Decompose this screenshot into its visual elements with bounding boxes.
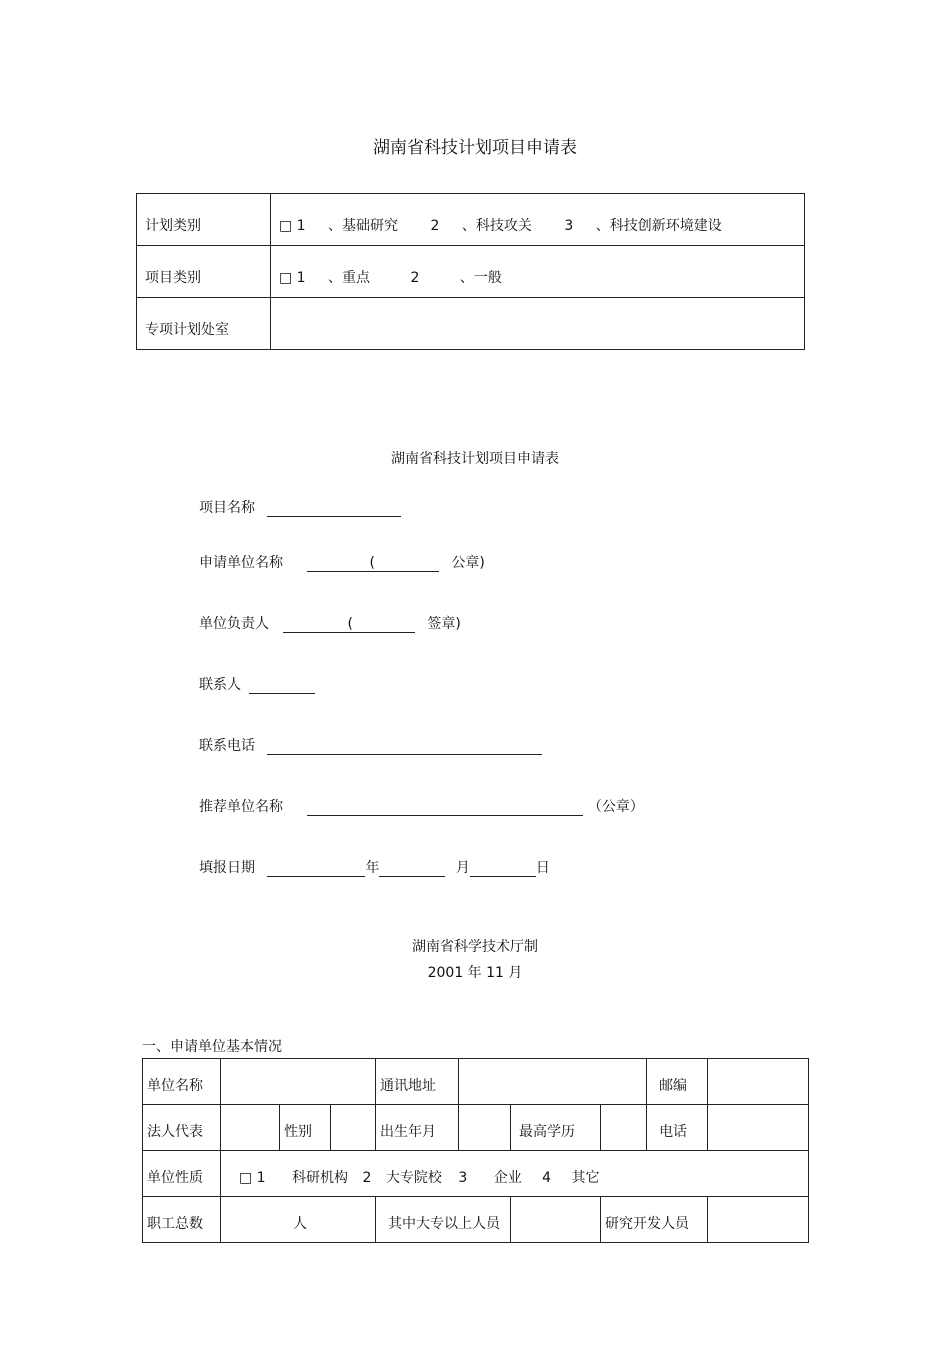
option-key: 、重点	[328, 269, 371, 286]
project-category-label: 项目类别	[137, 246, 271, 298]
recommend-unit-row	[199, 796, 644, 816]
special-office-label: 专项计划处室	[137, 298, 271, 350]
tel-label: 电话	[647, 1105, 708, 1151]
option-general: 、一般	[459, 269, 502, 286]
issuing-org: 湖南省科学技术厅制	[412, 939, 538, 955]
unit-head-field-2[interactable]	[353, 616, 415, 633]
section-heading: 一、申请单位基本情况	[142, 1039, 282, 1055]
option-num-3: 3	[564, 217, 574, 234]
gender-field[interactable]	[331, 1105, 376, 1151]
legal-rep-field[interactable]	[221, 1105, 280, 1151]
applicant-unit-label: 申请单位名称	[199, 555, 283, 571]
paren-open: (	[347, 616, 353, 632]
college-staff-field[interactable]	[511, 1197, 601, 1243]
option-num-2: 2	[430, 217, 440, 234]
persons-unit: 人	[293, 1215, 308, 1232]
plan-category-table	[136, 193, 805, 350]
rd-staff-label: 研究开发人员	[601, 1197, 708, 1243]
recommend-seal-label: （公章）	[587, 799, 644, 815]
phone-field[interactable]	[267, 738, 542, 755]
year-label: 年	[365, 860, 380, 876]
unit-info-table	[142, 1058, 809, 1243]
option-basic-research: 、基础研究	[328, 217, 399, 234]
table-row	[143, 1197, 809, 1243]
postcode-field[interactable]	[708, 1059, 809, 1105]
table-row	[137, 298, 805, 350]
option-num-2: 2	[362, 1169, 372, 1186]
checkbox-option-1[interactable]: □ 1	[239, 1169, 266, 1186]
staff-total-label: 职工总数	[143, 1197, 221, 1243]
contact-row	[199, 674, 315, 694]
plan-category-options[interactable]	[271, 194, 805, 246]
unit-head-field[interactable]	[283, 616, 347, 633]
checkbox-option-1[interactable]: □ 1	[279, 217, 306, 234]
issue-date: 2001 年 11 月	[427, 965, 523, 981]
gender-label: 性别	[280, 1105, 331, 1151]
form-subtitle: 湖南省科技计划项目申请表	[391, 451, 559, 467]
recommend-unit-label: 推荐单位名称	[199, 799, 283, 815]
tel-field[interactable]	[708, 1105, 809, 1151]
unit-head-label: 单位负责人	[199, 616, 269, 632]
unit-name-field[interactable]	[221, 1059, 376, 1105]
applicant-unit-field-2[interactable]	[375, 555, 439, 572]
project-category-options[interactable]	[271, 246, 805, 298]
day-label: 日	[535, 860, 550, 876]
contact-field[interactable]	[249, 677, 315, 694]
special-office-field[interactable]	[271, 298, 805, 350]
phone-label: 联系电话	[199, 738, 255, 754]
paren-open: (	[369, 555, 375, 571]
sign-label: 签章)	[427, 616, 461, 632]
unit-type-options[interactable]	[221, 1151, 809, 1197]
date-label: 填报日期	[199, 860, 255, 876]
option-tech-tackle: 、科技攻关	[461, 217, 532, 234]
option-research-institute: 科研机构	[292, 1169, 349, 1186]
page-title: 湖南省科技计划项目申请表	[373, 138, 577, 158]
project-name-label: 项目名称	[199, 500, 255, 516]
year-field[interactable]	[267, 860, 365, 877]
month-field[interactable]	[379, 860, 445, 877]
postcode-label: 邮编	[647, 1059, 708, 1105]
table-row	[143, 1105, 809, 1151]
contact-label: 联系人	[199, 677, 241, 693]
table-row	[143, 1059, 809, 1105]
birth-label: 出生年月	[376, 1105, 459, 1151]
legal-rep-label: 法人代表	[143, 1105, 221, 1151]
option-enterprise: 企业	[493, 1169, 522, 1186]
table-row	[137, 246, 805, 298]
college-staff-label: 其中大专以上人员	[376, 1197, 511, 1243]
rd-staff-field[interactable]	[708, 1197, 809, 1243]
table-row	[143, 1151, 809, 1197]
option-num-3: 3	[458, 1169, 468, 1186]
option-num-4: 4	[542, 1169, 552, 1186]
project-name-field[interactable]	[267, 500, 401, 517]
birth-field[interactable]	[459, 1105, 511, 1151]
address-field[interactable]	[459, 1059, 647, 1105]
option-other: 其它	[571, 1169, 600, 1186]
option-college: 大专院校	[385, 1169, 442, 1186]
staff-total-field[interactable]	[221, 1197, 376, 1243]
unit-name-label: 单位名称	[143, 1059, 221, 1105]
phone-row	[199, 735, 542, 755]
plan-category-label: 计划类别	[137, 194, 271, 246]
seal-label: 公章)	[451, 555, 485, 571]
date-row	[199, 857, 550, 877]
unit-head-row	[199, 613, 461, 633]
project-name-row	[199, 497, 401, 517]
recommend-unit-field[interactable]	[307, 799, 583, 816]
address-label: 通讯地址	[376, 1059, 459, 1105]
education-field[interactable]	[601, 1105, 647, 1151]
day-field[interactable]	[470, 860, 536, 877]
unit-type-label: 单位性质	[143, 1151, 221, 1197]
month-label: 月	[455, 860, 470, 876]
option-num-2: 2	[410, 269, 420, 286]
education-label: 最高学历	[511, 1105, 601, 1151]
checkbox-option-1[interactable]: □ 1	[279, 269, 306, 286]
option-innovation-env: 、科技创新环境建设	[595, 217, 722, 234]
table-row	[137, 194, 805, 246]
applicant-unit-field[interactable]	[307, 555, 369, 572]
applicant-unit-row	[199, 552, 485, 572]
